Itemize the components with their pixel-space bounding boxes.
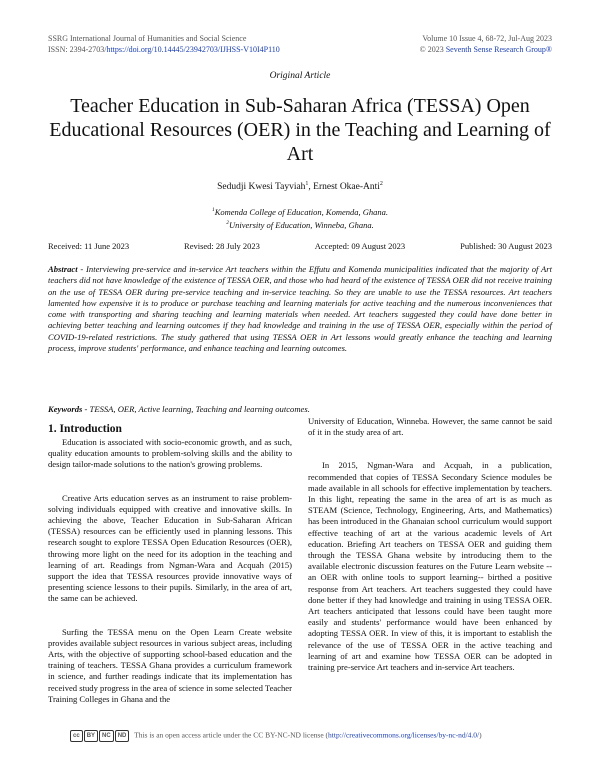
issn: ISSN: 2394-2703/ bbox=[48, 45, 107, 54]
author-separator: , bbox=[308, 182, 314, 193]
copyright-line bbox=[420, 44, 552, 55]
nc-icon: NC bbox=[99, 730, 114, 742]
affiliation-text: University of Education, Winneba, Ghana. bbox=[229, 219, 374, 230]
abstract-text: - Interviewing pre-service and in-service Art teachers within the Effutu and Komenda municipalities indicated that the majority of Art teachers did not have knowledge of the existence of TESSA OER, and those who had heard of the existence of TESSA OER did not receive training on the use of TESSA OER during pre-service teaching and in-service teaching. So they are unable to use the TESSA resources. Art teachers lamented how expensive it is to produce or purchase teaching and learning materials for active teaching and the numerous inconveniences that come with transporting and sharing teaching and learning materials when needed. Art teachers suggested they could have done better in achieving better teaching and learning outcomes if they had knowledge and training in the use of TESSA OER, especially within the period of COVID-19-related restrictions. The study gathered that using TESSA OER in Art lessons would greatly enhance the teaching and learning process, improve students' performance, and enhance teaching and learning outcomes. bbox=[48, 264, 552, 354]
affiliation-text: Komenda College of Education, Komenda, Ghana. bbox=[214, 206, 389, 217]
journal-name: SSRG International Journal of Humanities and Social Science bbox=[48, 34, 247, 43]
nd-icon: ND bbox=[115, 730, 130, 742]
affiliations bbox=[0, 205, 600, 231]
paragraph: Surfing the TESSA menu on the Open Learn Create website provides available subject resources in various subject areas, including Arts, with the objective of supporting school-based education and the training of teachers. TESSA Ghana provides a curriculum framework in science, and further readings indicate that its implementation has received study progress in the area of science in some selected Teacher Training Colleges in Ghana and the bbox=[48, 626, 292, 704]
issn-doi-line bbox=[48, 44, 280, 55]
license-text: This is an open access article under the CC BY-NC-ND license ( bbox=[134, 730, 329, 740]
journal-header-right bbox=[420, 33, 552, 55]
affiliation-2 bbox=[0, 218, 600, 231]
journal-header-left bbox=[48, 33, 280, 55]
published-date: Published: 30 August 2023 bbox=[460, 241, 552, 251]
keywords-label: Keywords bbox=[48, 404, 83, 414]
cc-icon: cc bbox=[70, 730, 83, 742]
affiliation-1 bbox=[0, 205, 600, 218]
copyright-prefix: © 2023 bbox=[419, 45, 446, 54]
paragraph: Education is associated with socio-economic growth, and as such, quality education amounts to problem-solving skills and the ability to design tailor-made solutions to the nation's growing problems. bbox=[48, 437, 292, 470]
abstract bbox=[48, 264, 552, 354]
license-link[interactable]: http://creativecommons.org/licenses/by-nc-nd/4.0/ bbox=[328, 730, 480, 740]
article-type: Original Article bbox=[269, 71, 331, 81]
author-list bbox=[0, 181, 600, 192]
section-heading: 1. Introduction bbox=[48, 423, 122, 435]
license-footer bbox=[70, 730, 482, 742]
left-column bbox=[48, 437, 292, 705]
keywords-text: - TESSA, OER, Active learning, Teaching and learning outcomes. bbox=[82, 404, 310, 414]
right-column bbox=[308, 416, 552, 673]
abstract-label: Abstract bbox=[48, 264, 78, 274]
revised-date: Revised: 28 July 2023 bbox=[184, 241, 260, 251]
volume-info: Volume 10 Issue 4, 68-72, Jul-Aug 2023 bbox=[422, 34, 552, 43]
doi-link[interactable]: https://doi.org/10.14445/23942703/IJHSS-V10I4P110 bbox=[106, 45, 280, 54]
received-date: Received: 11 June 2023 bbox=[48, 241, 130, 251]
author-sup: 2 bbox=[379, 181, 383, 187]
affiliation-sup: 2 bbox=[226, 219, 230, 226]
paragraph: Creative Arts education serves as an instrument to raise problem-solving individuals equipped with creative and innovative skills. In achieving the above, Teacher Education in Sub-Saharan African (TESSA) resources can be efficiently used in planning lessons. This research sought to explore TESSA Open Education Resources (OER), throwing more light on the need for its adoption in the teaching and learning of art. Readings from Ngman-Wara and Acquah (2015) support the idea that TESSA resources provide innovative ways of presenting science lessons to their pupils. Similarly, in the area of art, the same can be achieved. bbox=[48, 492, 292, 604]
publisher-link[interactable]: Seventh Sense Research Group® bbox=[445, 45, 552, 54]
by-icon: BY bbox=[84, 730, 98, 742]
keywords bbox=[48, 404, 552, 414]
author-name: Ernest Okae-Anti bbox=[313, 182, 380, 193]
dates-row bbox=[48, 241, 552, 251]
affiliation-sup: 1 bbox=[211, 207, 215, 213]
paper-title: Teacher Education in Sub-Saharan Africa (TESSA) Open Educational Resources (OER) in the Teaching and Learning of Art bbox=[49, 95, 551, 165]
license-close: ) bbox=[479, 730, 482, 740]
author-sup: 1 bbox=[305, 181, 309, 187]
paragraph: University of Education, Winneba. However, the same cannot be said of it in the study area of art. bbox=[308, 416, 552, 438]
paragraph: In 2015, Ngman-Wara and Acquah, in a publication, recommended that copies of TESSA Secondary Science modules be made available in all schools for effective implementation by teachers. In this light, repeating the same in the area of art is as much as STEAM (Science, Technology, Engineering, Arts, and Mathematics) has been introduced in the Ghanaian school curriculum would support effective teaching of art at the various academic levels of Art education. Briefing Art teachers on TESSA OER and guiding them through the TESSA Ghana website by introducing them to the available electronic discussion features on the Future Learn website --an OER with online tools to support learning-- birthed a positive response from Art teachers. Art teachers suggested they could have done better if they had knowledge and training in using TESSA OER. Art teachers anticipated that lessons could have been taught more easily and students' performance would have been enhanced by adopting TESSA OER. In view of this, it is important to establish the relevance of the use of TESSA OER in the active teaching and learning of art and examine how TESSA OER can be adopted in training pre-service Art teachers and in-service Art teachers. bbox=[308, 460, 552, 673]
cc-license-badge[interactable] bbox=[70, 730, 130, 742]
author-name: Sedudji Kwesi Tayviah bbox=[217, 182, 306, 193]
accepted-date: Accepted: 09 August 2023 bbox=[314, 241, 406, 251]
